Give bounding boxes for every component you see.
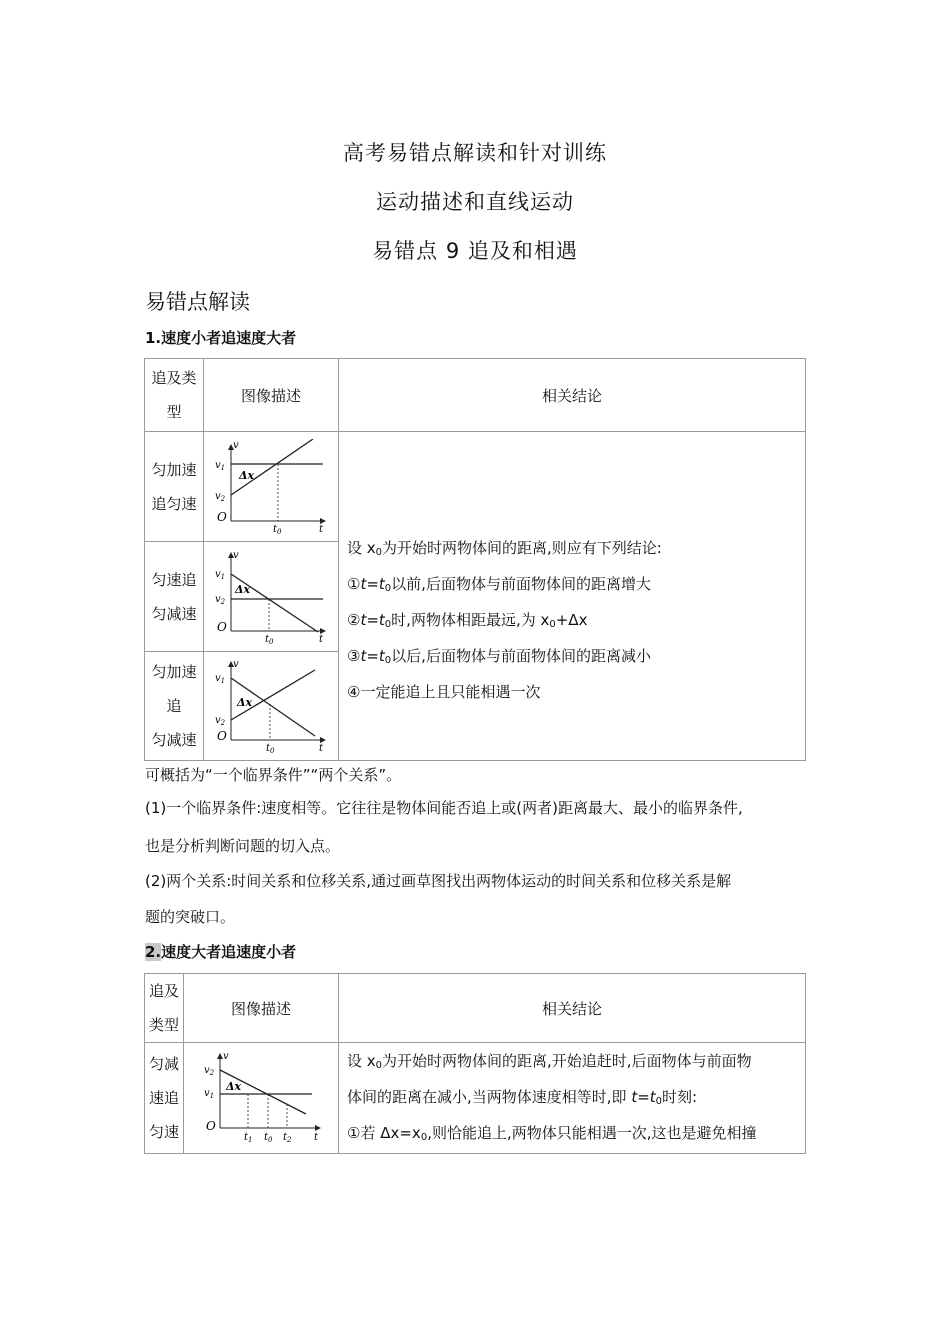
topic-title: 易错点 9 追及和相遇 [372,239,578,263]
v-axis-label: v [233,659,239,670]
header-type-line1: 追及 [148,982,179,1000]
row1-type-line2: 追匀速 [151,494,197,513]
row1-type-line1: 匀减 [148,1055,179,1073]
vt-graph-accel-vs-decel [213,658,329,754]
header-type-line1: 追及类 [151,369,197,387]
row1-type [145,432,204,542]
row3-type-line2: 追 [166,697,182,715]
v2-label: $v_2$ [215,490,226,503]
summary-line-4: (2)两个关系:时间关系和位移关系,通过画草图找出两物体运动的时间关系和位移关系是解 [145,872,732,890]
header-type-line2: 型 [166,403,182,421]
summary-line-5: 题的突破口。 [145,908,236,926]
conclusion-intro: 设 $x_0$为开始时两物体间的距离,则应有下列结论: [347,539,662,558]
conclusion-item-2: $②t=t_0$时,两物体相距最远,为 $x_0+\Delta x$ [347,611,588,630]
t-axis-label: t [314,1132,319,1143]
header-graph: 图像描述 [204,359,339,432]
header-conclusion: 相关结论 [339,974,806,1043]
accelerating-line [231,439,313,495]
row1-graph [184,1043,339,1154]
v-axis-label: v [233,549,239,561]
conclusion-item-4: ④一定能追上且只能相遇一次 [347,683,541,701]
t0-label: $t_0$ [264,1132,273,1144]
part2-heading: 2.速度大者追速度小者 [145,943,297,961]
vt-graph-decel-vs-uniform [198,1050,324,1146]
t-axis-label: t [319,743,324,754]
t1-label: $t_1$ [244,1132,253,1144]
chase-table-2 [144,973,806,1154]
origin-label: O [217,509,227,524]
summary-line-1: 可概括为“一个临界条件”“两个关系”。 [145,766,402,784]
vt-graph-accel-vs-uniform [213,439,329,535]
v1-label: $v_1$ [215,459,226,472]
header-type-line2: 类型 [148,1016,179,1034]
conclusion-item-3: $③t=t_0$以后,后面物体与前面物体间的距离减小 [347,647,651,666]
accelerating-line [231,670,315,720]
row1-type [145,1043,184,1154]
v1-label: $v_1$ [204,1088,215,1100]
row1-type-line2: 速追 [148,1089,179,1107]
v-axis-label: v [223,1051,229,1062]
summary-line-3: 也是分析判断问题的切入点。 [145,837,341,855]
row1-type-line1: 匀加速 [151,460,197,479]
row2-type [145,542,204,652]
row2-type-line1: 匀速追 [151,570,197,589]
t2-label: $t_2$ [283,1132,292,1144]
v-axis-label: v [233,439,239,451]
header-type [145,359,204,432]
conclusion-cell [339,432,806,761]
v2-label: $v_2$ [215,715,226,727]
origin-label: O [206,1119,216,1133]
t0-label: $t_0$ [265,633,274,645]
document-title: 高考易错点解读和针对训练 [343,141,607,165]
origin-label: O [217,619,227,634]
row2-graph [204,542,339,652]
conclusion-line-1: 设 $x_0$为开始时两物体间的距离,开始追赶时,后面物体与前面物 [347,1052,752,1071]
conclusion-line-3: ①若 $\Delta x=x_0$,则恰能追上,两物体只能相遇一次,这也是避免相撞 [347,1124,757,1143]
row2-type-line2: 匀减速 [151,604,197,623]
section-heading: 易错点解读 [145,290,250,314]
row3-type-line3: 匀减速 [151,731,197,749]
v2-label: $v_2$ [215,593,226,606]
vt-graph-uniform-vs-decel [213,549,329,645]
v2-label: $v_2$ [204,1065,215,1077]
delta-x-label: Δx [226,1080,242,1093]
part1-heading: 1.速度小者追速度大者 [145,329,297,347]
header-conclusion: 相关结论 [339,359,806,432]
header-type [145,974,184,1043]
delta-x-label: Δx [237,696,253,709]
v1-label: $v_1$ [215,673,226,685]
row3-type [145,652,204,761]
t-axis-label: t [319,633,324,645]
origin-label: O [217,729,227,743]
chase-table-1 [144,358,806,761]
chapter-title: 运动描述和直线运动 [376,190,574,214]
t0-label: $t_0$ [273,523,282,535]
summary-line-2: (1)一个临界条件:速度相等。它往往是物体间能否追上或(两者)距离最大、最小的临界条件, [145,799,743,817]
row3-graph [204,652,339,761]
row1-graph [204,432,339,542]
row3-type-line1: 匀加速 [151,663,197,681]
t0-label: $t_0$ [266,743,275,754]
delta-x-label: Δx [239,468,255,482]
row1-type-line3: 匀速 [148,1123,179,1141]
conclusion-line-2: 体间的距离在减小,当两物体速度相等时,即 $t=t_0$时刻: [347,1088,698,1107]
header-graph: 图像描述 [184,974,339,1043]
t-axis-label: t [319,523,324,535]
conclusion-item-1: $①t=t_0$以前,后面物体与前面物体间的距离增大 [347,575,651,594]
delta-x-label: Δx [235,582,251,596]
v1-label: $v_1$ [215,568,226,581]
conclusion-cell [339,1043,806,1154]
